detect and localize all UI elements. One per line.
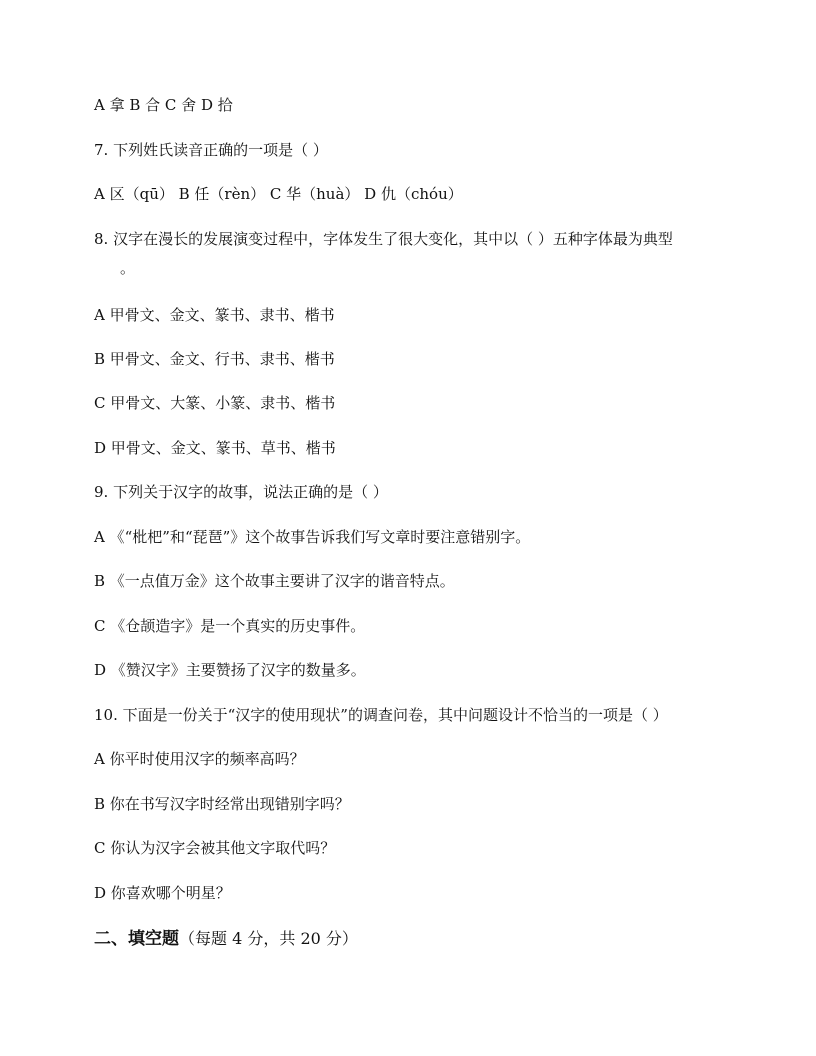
option-10c: C 你认为汉字会被其他文字取代吗？ (94, 839, 336, 857)
option-10d: D 你喜欢哪个明星？ (94, 884, 231, 902)
option-8c: C 甲骨文、大篆、小篆、隶书、楷书 (94, 394, 336, 412)
question-9: 9. 下列关于汉字的故事，说法正确的是（ ） (94, 483, 388, 501)
question-8: 8. 汉字在漫长的发展演变过程中，字体发生了很大变化，其中以（ ）五种字体最为典型 (94, 230, 673, 248)
option-10b: B 你在书写汉字时经常出现错别字吗？ (94, 795, 350, 813)
option-9b: B 《一点值万金》这个故事主要讲了汉字的谐音特点。 (94, 572, 455, 590)
question-10: 10. 下面是一份关于“汉字的使用现状”的调查问卷，其中问题设计不恰当的一项是（ ） (94, 706, 668, 724)
option-9c: C 《仓颉造字》是一个真实的历史事件。 (94, 617, 366, 635)
option-10a: A 你平时使用汉字的频率高吗？ (94, 750, 305, 768)
question-7: 7. 下列姓氏读音正确的一项是（ ） (94, 141, 328, 159)
option-9a: A 《“枇杷”和“琵琶”》这个故事告诉我们写文章时要注意错别字。 (94, 528, 531, 546)
option-9d: D 《赞汉字》主要赞扬了汉字的数量多。 (94, 661, 366, 679)
question-8-continuation: 。 (120, 259, 136, 277)
option-8a: A 甲骨文、金文、篆书、隶书、楷书 (94, 306, 335, 324)
section-heading-fill-in (94, 929, 358, 949)
option-line-q6: A 拿 B 合 C 舍 D 拾 (94, 96, 233, 114)
section-score: （每题 4 分，共 20 分） (179, 929, 358, 948)
option-8b: B 甲骨文、金文、行书、隶书、楷书 (94, 350, 335, 368)
option-8d: D 甲骨文、金文、篆书、草书、楷书 (94, 439, 336, 457)
section-title: 二、填空题 (94, 929, 179, 949)
options-q7: A 区（qū） B 任（rèn） C 华（huà） D 仇（chóu） (94, 185, 463, 203)
